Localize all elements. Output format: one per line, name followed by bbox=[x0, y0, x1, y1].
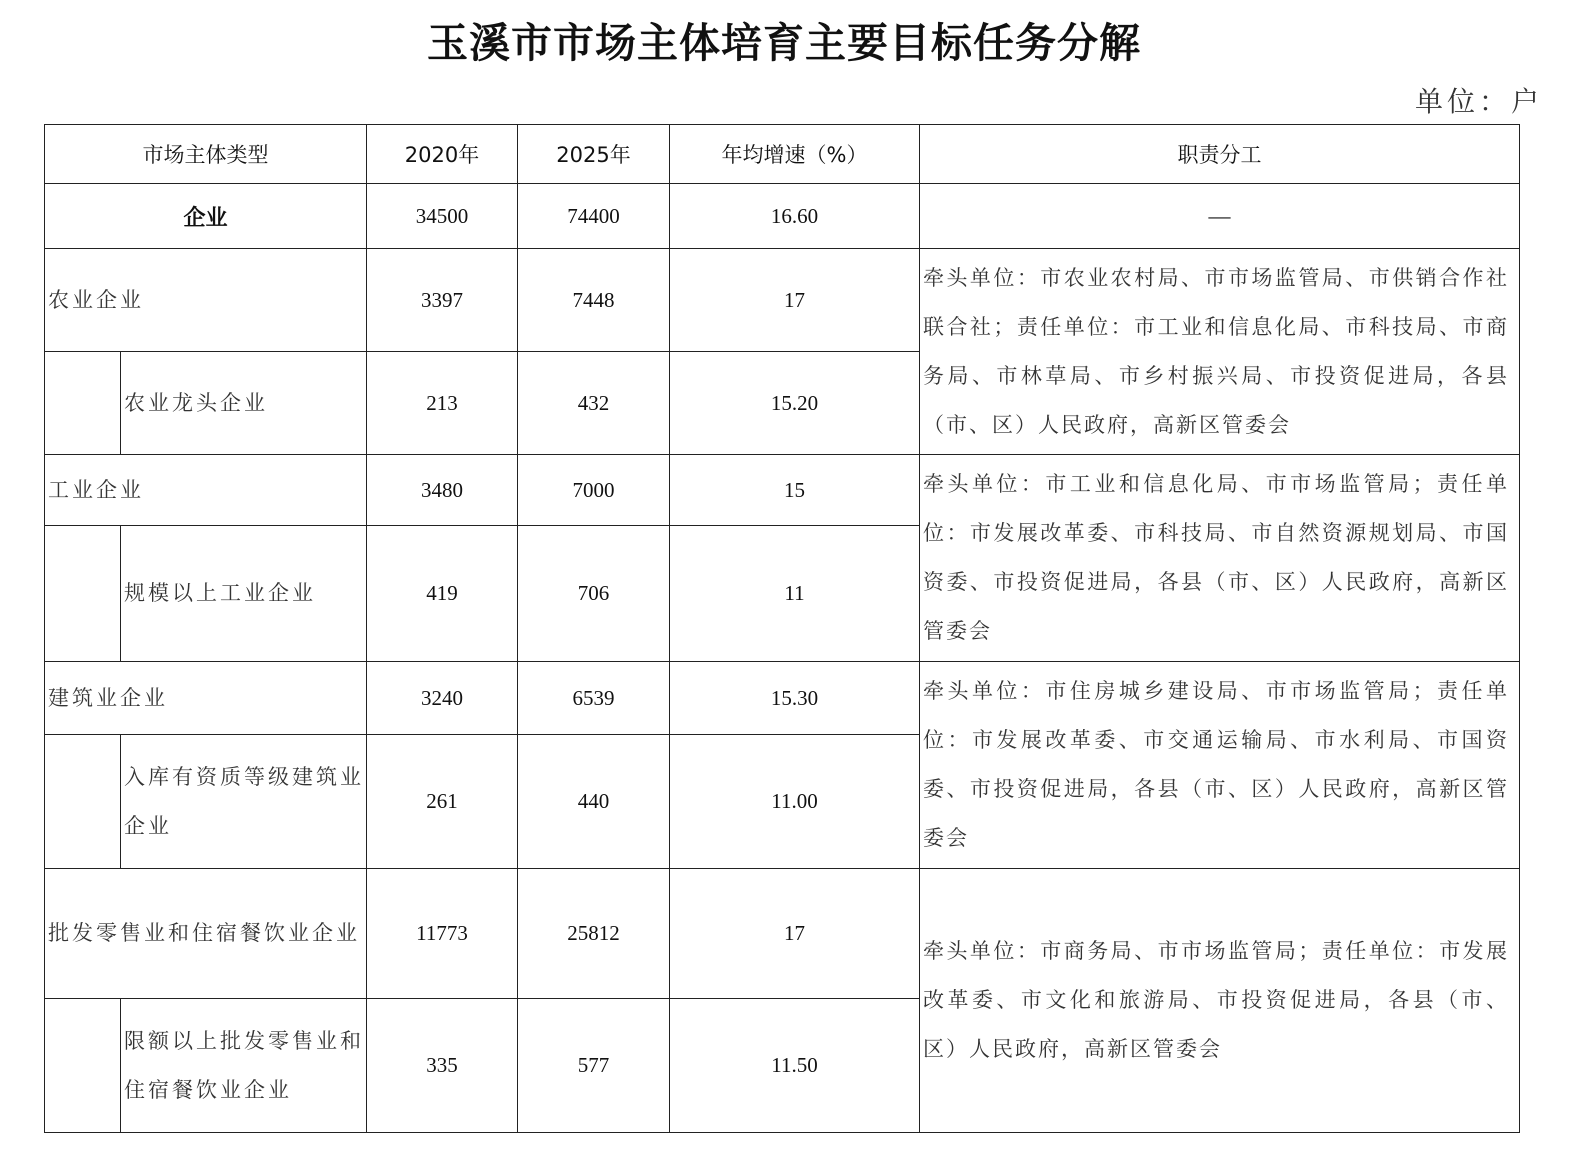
indent-cell bbox=[45, 999, 121, 1133]
indent-cell bbox=[45, 526, 121, 662]
category-label: 批发零售业和住宿餐饮业企业 bbox=[45, 869, 367, 999]
value-2020: 3397 bbox=[367, 249, 518, 352]
page-title: 玉溪市市场主体培育主要目标任务分解 bbox=[427, 19, 1141, 67]
value-2025: 25812 bbox=[518, 869, 670, 999]
value-2020: 419 bbox=[367, 526, 518, 662]
value-2020: 335 bbox=[367, 999, 518, 1133]
value-2025: 7000 bbox=[518, 455, 670, 526]
growth-value: 11.00 bbox=[670, 735, 920, 869]
table-row bbox=[45, 662, 1520, 735]
growth-value: 15 bbox=[670, 455, 920, 526]
table-row bbox=[45, 869, 1520, 999]
growth-value: 15.20 bbox=[670, 352, 920, 455]
header-2020: 2020年 bbox=[367, 125, 518, 184]
table-row-total bbox=[45, 184, 1520, 249]
total-label: 企业 bbox=[45, 184, 367, 249]
indent-cell bbox=[45, 352, 121, 455]
table-header-row bbox=[45, 125, 1520, 184]
table-row bbox=[45, 455, 1520, 526]
value-2025: 432 bbox=[518, 352, 670, 455]
duty-cell: 牵头单位：市住房城乡建设局、市市场监管局；责任单位：市发展改革委、市交通运输局、市水利局、市国资委、市投资促进局，各县（市、区）人民政府，高新区管委会 bbox=[920, 662, 1520, 869]
table-row bbox=[45, 249, 1520, 352]
subcategory-label: 规模以上工业企业 bbox=[121, 526, 367, 662]
total-duty: — bbox=[920, 184, 1520, 249]
subcategory-label: 限额以上批发零售业和住宿餐饮业企业 bbox=[121, 999, 367, 1133]
value-2025: 577 bbox=[518, 999, 670, 1133]
total-2020: 34500 bbox=[367, 184, 518, 249]
total-2025: 74400 bbox=[518, 184, 670, 249]
value-2020: 3240 bbox=[367, 662, 518, 735]
target-table bbox=[44, 124, 1520, 1133]
category-label: 建筑业企业 bbox=[45, 662, 367, 735]
growth-value: 15.30 bbox=[670, 662, 920, 735]
total-growth: 16.60 bbox=[670, 184, 920, 249]
value-2020: 261 bbox=[367, 735, 518, 869]
subcategory-label: 农业龙头企业 bbox=[121, 352, 367, 455]
value-2025: 440 bbox=[518, 735, 670, 869]
header-type: 市场主体类型 bbox=[45, 125, 367, 184]
growth-value: 17 bbox=[670, 869, 920, 999]
category-label: 工业企业 bbox=[45, 455, 367, 526]
growth-value: 17 bbox=[670, 249, 920, 352]
growth-value: 11 bbox=[670, 526, 920, 662]
header-growth: 年均增速（%） bbox=[670, 125, 920, 184]
duty-cell: 牵头单位：市商务局、市市场监管局；责任单位：市发展改革委、市文化和旅游局、市投资促进局，各县（市、区）人民政府，高新区管委会 bbox=[920, 869, 1520, 1133]
header-2025: 2025年 bbox=[518, 125, 670, 184]
duty-cell: 牵头单位：市农业农村局、市市场监管局、市供销合作社联合社；责任单位：市工业和信息化局、市科技局、市商务局、市林草局、市乡村振兴局、市投资促进局，各县（市、区）人民政府，高新区管委会 bbox=[920, 249, 1520, 455]
value-2020: 3480 bbox=[367, 455, 518, 526]
subcategory-label: 入库有资质等级建筑业企业 bbox=[121, 735, 367, 869]
indent-cell bbox=[45, 735, 121, 869]
value-2025: 6539 bbox=[518, 662, 670, 735]
header-duty: 职责分工 bbox=[920, 125, 1520, 184]
value-2020: 11773 bbox=[367, 869, 518, 999]
value-2025: 7448 bbox=[518, 249, 670, 352]
duty-cell: 牵头单位：市工业和信息化局、市市场监管局；责任单位：市发展改革委、市科技局、市自然资源规划局、市国资委、市投资促进局，各县（市、区）人民政府，高新区管委会 bbox=[920, 455, 1520, 662]
growth-value: 11.50 bbox=[670, 999, 920, 1133]
value-2020: 213 bbox=[367, 352, 518, 455]
unit-label: 单位：户 bbox=[1414, 85, 1543, 118]
category-label: 农业企业 bbox=[45, 249, 367, 352]
value-2025: 706 bbox=[518, 526, 670, 662]
